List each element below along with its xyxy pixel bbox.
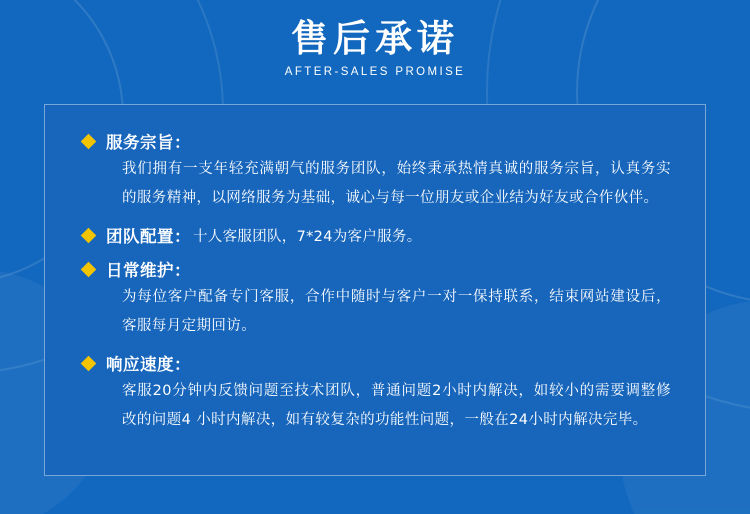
diamond-bullet-icon (81, 261, 97, 277)
section-title: 日常维护： (106, 261, 191, 280)
page-title: 售后承诺 (291, 17, 459, 60)
section-team-config (67, 223, 677, 247)
promise-panel-content (45, 105, 705, 447)
section-response-speed (67, 351, 677, 435)
section-header (67, 129, 677, 153)
section-body: 客服20分钟内反馈问题至技术团队，普通问题2小时内解决，如较小的需要调整修改的问题4 小时内解决，如有较复杂的功能性问题，一般在24小时内解决完毕。 (122, 383, 671, 428)
section-inline-text: 十人客服团队，7*24为客户服务。 (193, 228, 422, 245)
page-header (0, 0, 750, 78)
diamond-bullet-icon (81, 133, 97, 149)
diamond-bullet-icon (81, 355, 97, 371)
section-title: 团队配置： (106, 227, 191, 246)
section-body: 为每位客户配备专门客服，合作中随时与客户一对一保持联系，结束网站建设后，客服每月定期回访。 (122, 289, 671, 334)
promise-panel (44, 104, 706, 476)
section-header (67, 223, 677, 247)
section-title: 响应速度： (106, 355, 191, 374)
section-daily-maintenance (67, 257, 677, 341)
section-title: 服务宗旨： (106, 133, 191, 152)
section-header (67, 257, 677, 281)
page-subtitle: AFTER-SALES PROMISE (284, 65, 466, 78)
diamond-bullet-icon (81, 227, 97, 243)
section-body: 我们拥有一支年轻充满朝气的服务团队，始终秉承热情真诚的服务宗旨，认真务实的服务精神，以网络服务为基础，诚心与每一位朋友或企业结为好友或合作伙伴。 (122, 161, 671, 206)
section-service-purpose (67, 129, 677, 213)
section-header (67, 351, 677, 375)
